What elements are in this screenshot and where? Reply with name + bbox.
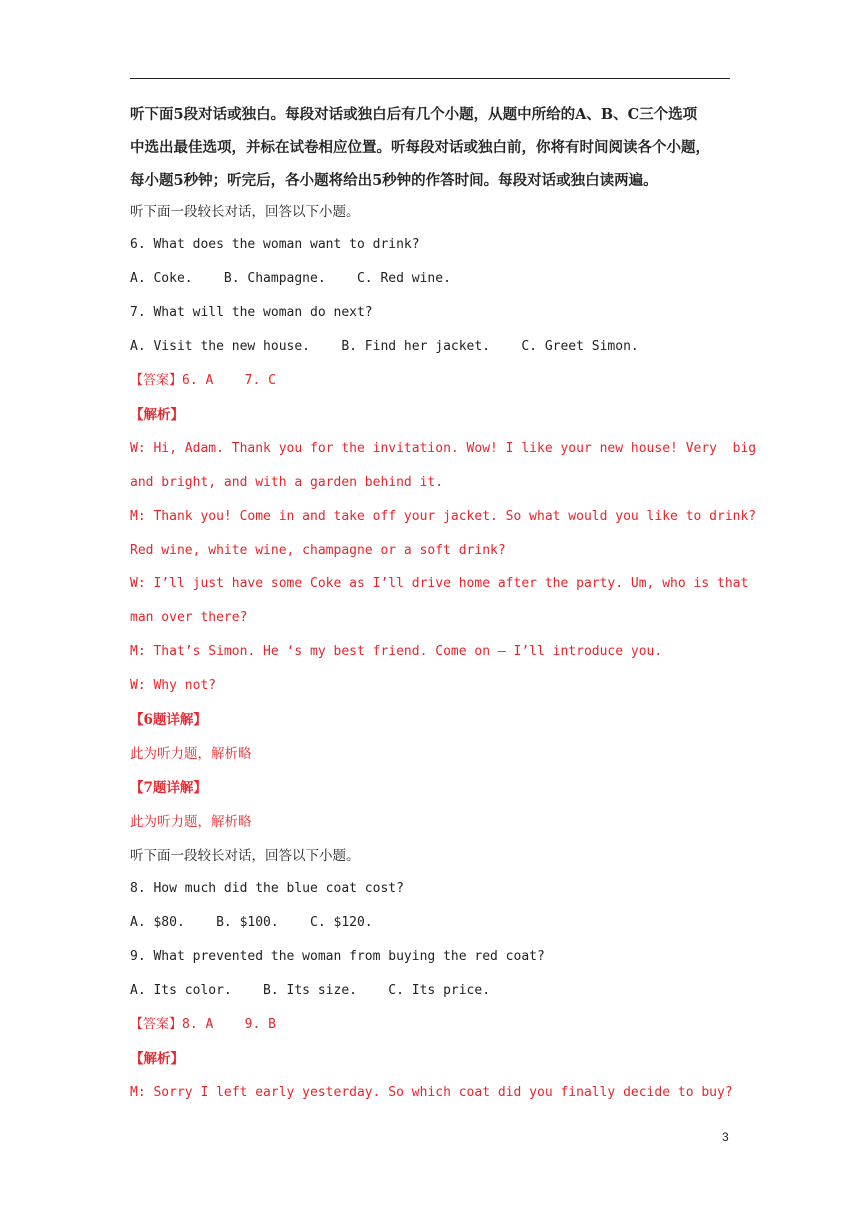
question-8-options: A. $80. B. $100. C. $120. [130, 915, 373, 931]
question-6: 6. What does the woman want to drink? [130, 237, 420, 253]
section1-intro: 听下面一段较长对话，回答以下小题。 [130, 203, 360, 220]
instruction-line-2: 中选出最佳选项，并标在试卷相应位置。听每段对话或独白前，你将有时间阅读各个小题， [130, 138, 710, 156]
answer-8-9: 【答案】8. A 9. B [130, 1016, 276, 1032]
instruction-line-1: 听下面5段对话或独白。每段对话或独白后有几个小题，从题中所给的A、B、C三个选项 [130, 106, 698, 123]
transcript-line: W: Hi, Adam. Thank you for the invitation. Wow! I like your new house! Very big [130, 440, 757, 456]
transcript-line: M: Sorry I left early yesterday. So which coat did you finally decide to buy? [130, 1084, 733, 1100]
question-9: 9. What prevented the woman from buying the red coat? [130, 949, 545, 965]
transcript-line: W: I’ll just have some Coke as I’ll drive home after the party. Um, who is that [130, 576, 749, 592]
transcript-line: Red wine, white wine, champagne or a soft drink? [130, 542, 506, 558]
question-6-options: A. Coke. B. Champagne. C. Red wine. [130, 271, 451, 287]
analysis-label-1: 【解析】 [130, 406, 184, 423]
detail-7-label: 【7题详解】 [130, 779, 207, 796]
page-number: 3 [722, 1130, 729, 1144]
question-9-options: A. Its color. B. Its size. C. Its price. [130, 983, 491, 999]
question-7-options: A. Visit the new house. B. Find her jacket. C. Greet Simon. [130, 339, 639, 355]
page-content [130, 106, 757, 1118]
transcript-line: man over there? [130, 610, 248, 626]
detail-7-text: 此为听力题，解析略 [130, 813, 252, 830]
transcript-line: W: Why not? [130, 678, 217, 694]
instruction-line-3: 每小题5秒钟；听完后，各小题将给出5秒钟的作答时间。每段对话或独白读两遍。 [130, 171, 658, 189]
detail-6-text: 此为听力题，解析略 [130, 745, 252, 762]
question-7: 7. What will the woman do next? [130, 305, 373, 321]
transcript-line: M: Thank you! Come in and take off your jacket. So what would you like to drink? [130, 508, 757, 524]
question-8: 8. How much did the blue coat cost? [130, 881, 404, 897]
header-rule [130, 78, 730, 79]
answer-6-7: 【答案】6. A 7. C [130, 373, 276, 389]
detail-6-label: 【6题详解】 [130, 711, 207, 728]
analysis-label-2: 【解析】 [130, 1050, 184, 1067]
transcript-line: and bright, and with a garden behind it. [130, 474, 444, 490]
section2-intro: 听下面一段较长对话，回答以下小题。 [130, 847, 360, 864]
transcript-line: M: That’s Simon. He ‘s my best friend. Come on — I’ll introduce you. [130, 644, 663, 660]
